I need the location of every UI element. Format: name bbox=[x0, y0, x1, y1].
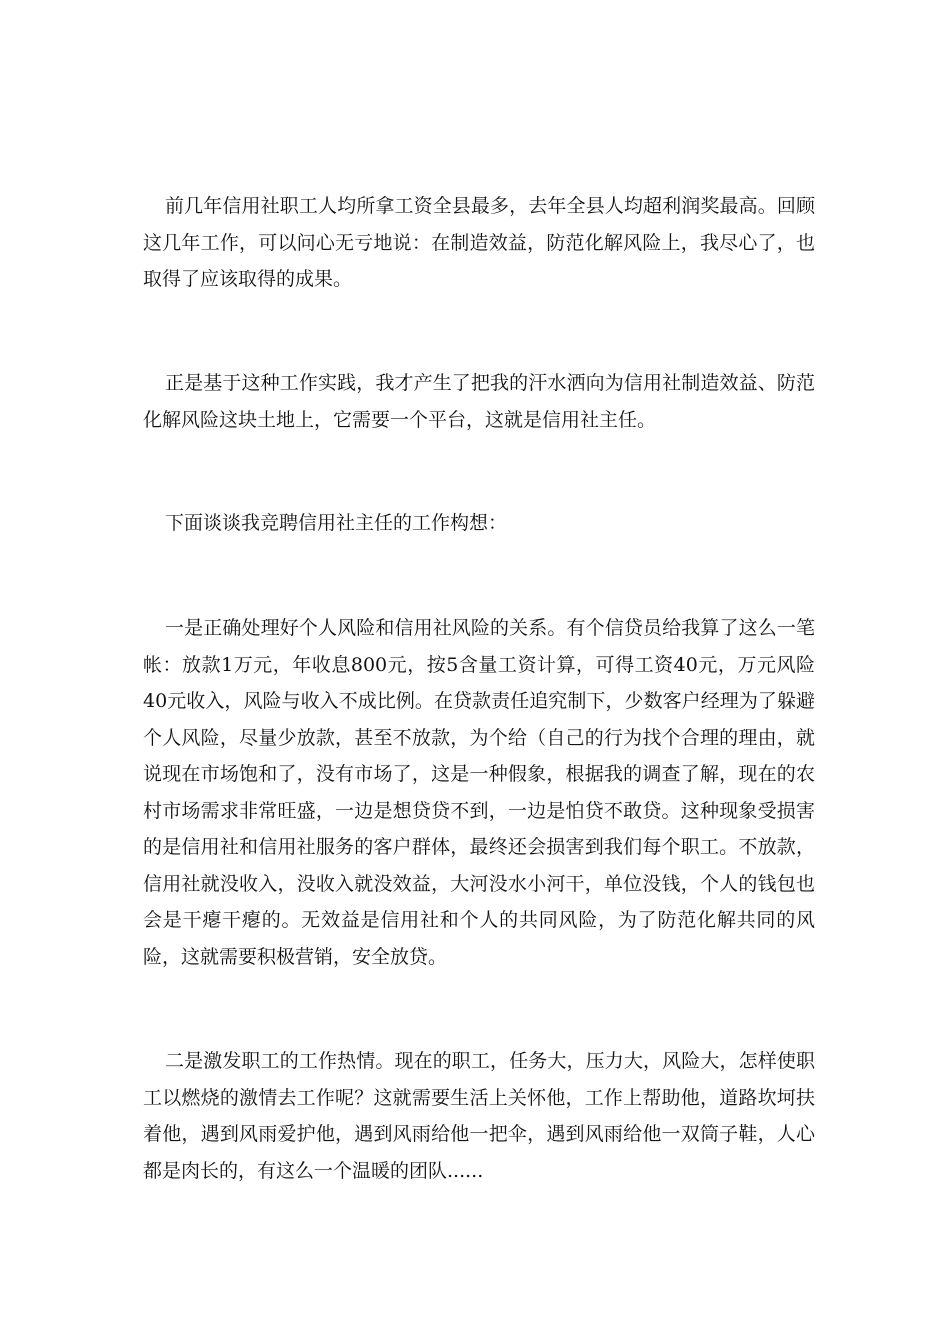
paragraph-salary-results: 前几年信用社职工人均所拿工资全县最多，去年全县人均超利润奖最高。回顾这几年工作，可以问心无亏地说：在制造效益，防范化解风险上，我尽心了，也取得了应该取得的成果。 bbox=[143, 195, 815, 290]
paragraph-plan-intro: 下面谈谈我竞聘信用社主任的工作构想： bbox=[165, 512, 508, 534]
paragraph-risk-relationship: 一是正确处理好个人风险和信用社风险的关系。有个信贷员给我算了这么一笔帐：放款1万元，年收息800元，按5含量工资计算，可得工资40元，万元风险40元收入，风险与收入不成比例。在贷款责任追究制下，少数客户经理为了躲避个人风险，尽量少放款，甚至不放款，为个给（自己的行为找个合理的理由，就说现在市场饱和了，没有市场了，这是一种假象，根据我的调查了解，现在的农村市场需求非常旺盛，一边是想贷贷不到，一边是怕贷不敢贷。这种现象受损害的是信用社和信用社服务的客户群体，最终还会损害到我们每个职工。不放款，信用社就没收入，没收入就没效益，大河没水小河干，单位没钱，个人的钱包也会是干瘪干瘪的。无效益是信用社和个人的共同风险，为了防范化解共同的风险，这就需要积极营销，安全放贷。 bbox=[143, 617, 815, 968]
paragraph-motivation: 正是基于这种工作实践，我才产生了把我的汗水洒向为信用社制造效益、防范化解风险这块土地上，它需要一个平台，这就是信用社主任。 bbox=[143, 372, 815, 431]
paragraph-staff-enthusiasm: 二是激发职工的工作热情。现在的职工，任务大，压力大，风险大，怎样使职工以燃烧的激情去工作呢？这就需要生活上关怀他，工作上帮助他，道路坎坷扶着他，遇到风雨爱护他，遇到风雨给他一把伞，遇到风雨给他一双筒子鞋，人心都是肉长的，有这么一个温暖的团队...... bbox=[143, 1050, 815, 1182]
